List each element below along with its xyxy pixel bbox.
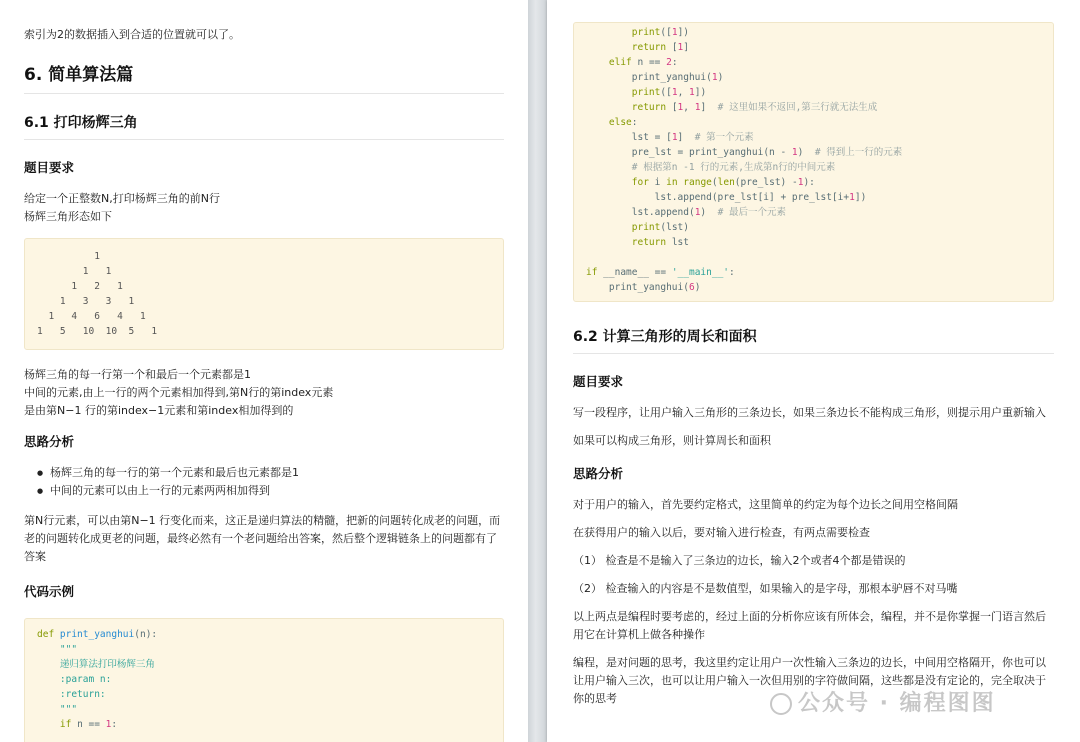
- code-indent: [586, 27, 632, 38]
- code-token: return: [631, 102, 672, 113]
- code-line: [586, 115, 1041, 130]
- code-indent: [586, 177, 632, 188]
- code-token: (pre_lst) -: [734, 177, 798, 188]
- requirement-line: 杨辉三角形态如下: [24, 210, 112, 223]
- code-token: ]: [683, 42, 690, 53]
- code-token: elif: [608, 57, 638, 68]
- code-indent: [586, 282, 609, 293]
- requirement-line: 给定一个正整数N,打印杨辉三角的前N行: [24, 192, 220, 205]
- code-token: if: [586, 267, 604, 278]
- code-token: 1: [797, 177, 804, 188]
- code-indent: [37, 644, 60, 655]
- code-token: print: [631, 27, 661, 38]
- analysis-paragraph: 在获得用户的输入以后，要对输入进行检查，有两点需要检查: [573, 526, 870, 539]
- code-token: 2: [666, 57, 672, 68]
- code-heading: 代码示例: [24, 584, 75, 599]
- code-token: 1: [105, 719, 112, 730]
- code-line: [586, 220, 1041, 235]
- code-token: # 得到上一行的元素: [814, 147, 903, 158]
- code-line: [586, 160, 1041, 175]
- code-token: print: [631, 222, 661, 233]
- code-token: (lst): [660, 222, 689, 233]
- code-token: print_yanghui(: [608, 282, 689, 293]
- code-token: print_yanghui: [59, 629, 135, 640]
- code-token: 1: [671, 132, 678, 143]
- code-line: [586, 265, 1041, 280]
- code-line: [37, 657, 491, 672]
- code-token: 1: [677, 102, 684, 113]
- code-line: [586, 25, 1041, 40]
- requirement-heading-2: 题目要求: [573, 374, 624, 389]
- code-token: return: [631, 237, 672, 248]
- code-token: print: [631, 87, 661, 98]
- code-line: [586, 55, 1041, 70]
- code-line: [37, 672, 491, 687]
- subsection-title: 6.1 打印杨辉三角: [24, 112, 504, 140]
- code-token: lst: [671, 237, 689, 248]
- code-token: ]): [694, 87, 707, 98]
- analysis-paragraph: 第N行元素，可以由第N−1 行变化而来，这正是递归算法的精髓，把新的问题转化成老的问题，而老的问题转化成更老的问题，最终必然有一个老问题给出答案，然后整个逻辑链条上的问题都有了答案: [24, 514, 501, 563]
- code-indent: [37, 704, 60, 715]
- bullet-item: ● 中间的元素可以由上一行的元素两两相加得到: [50, 482, 504, 500]
- code-line: [586, 205, 1041, 220]
- code-token: lst.append(pre_lst[i] + pre_lst[i+: [654, 192, 850, 203]
- requirement-text: [24, 190, 504, 226]
- code-indent: [586, 207, 632, 218]
- code-token: ): [694, 282, 701, 293]
- code-indent: [586, 57, 609, 68]
- code-line: [586, 70, 1041, 85]
- code-token: ([: [660, 27, 672, 38]
- description-line: 中间的元素,由上一行的两个元素相加得到,第N行的第index元素: [24, 386, 334, 399]
- right-page: [547, 0, 1080, 742]
- code-line: [586, 175, 1041, 190]
- code-token: ,: [677, 87, 690, 98]
- code-token: 1: [849, 192, 855, 203]
- watermark: [770, 686, 996, 717]
- wechat-icon: [770, 693, 792, 715]
- code-indent: [586, 237, 632, 248]
- code-token: :: [631, 117, 638, 128]
- code-token: 1: [694, 102, 701, 113]
- code-token: 1: [694, 207, 701, 218]
- code-token: :: [729, 267, 735, 278]
- analysis-paragraph: 编程，是对问题的思考，我这里约定让用户一次性输入三条边的边长，中间用空格隔开，你也可以让用户输入三次，也可以让用户输入一次但用别的字符做间隔，这些都是没有定论的，完全取决于你的思考: [573, 656, 1046, 705]
- code-token: :: [111, 719, 118, 730]
- description-line: 杨辉三角的每一行第一个和最后一个元素都是1: [24, 368, 251, 381]
- section-title: 6. 简单算法篇: [24, 60, 504, 94]
- analysis-bullets: [24, 464, 504, 500]
- code-token: 1: [671, 87, 678, 98]
- code-token: :: [671, 57, 678, 68]
- requirement-heading: 题目要求: [24, 160, 75, 175]
- code-line: [586, 190, 1041, 205]
- analysis-heading: 思路分析: [24, 434, 75, 449]
- page-divider: [528, 0, 547, 742]
- code-token: '__main__': [671, 267, 730, 278]
- code-indent: [586, 42, 632, 53]
- code-token: ]): [854, 192, 867, 203]
- code-indent: [586, 222, 632, 233]
- code-line: [37, 687, 491, 702]
- code-token: 1: [677, 42, 684, 53]
- code-token: ): [717, 72, 724, 83]
- analysis-paragraph: 以上两点是编程时要考虑的，经过上面的分析你应该有所体会，编程，并不是你掌握一门语言然后用它在计算机上做各种操作: [573, 610, 1046, 641]
- code-line: [586, 40, 1041, 55]
- code-token: i: [654, 177, 667, 188]
- left-page: [0, 0, 528, 742]
- intro-line: 索引为2的数据插入到合适的位置就可以了。: [24, 28, 240, 41]
- code-token: # 这里如果不返回,第三行就无法生成: [717, 102, 878, 113]
- bullet-item: ● 杨辉三角的每一行的第一个元素和最后也元素都是1: [50, 464, 504, 482]
- code-token: else: [608, 117, 632, 128]
- code-token: :param n:: [59, 674, 112, 685]
- code-token: ):: [803, 177, 815, 188]
- code-token: (n):: [134, 629, 158, 640]
- code-token: ,: [683, 102, 695, 113]
- code-token: for: [631, 177, 655, 188]
- code-indent: [37, 719, 60, 730]
- code-token: [: [671, 102, 678, 113]
- code-token: def: [37, 629, 60, 640]
- code-token: ]): [677, 27, 690, 38]
- code-indent: [37, 674, 60, 685]
- code-token: # 最后一个元素: [717, 207, 787, 218]
- code-token: return: [631, 42, 672, 53]
- triangle-code-block: 1 1 1 1 2 1 1 3 3 1 1 4 6 4 1 1 5 10 10 5 1: [24, 238, 504, 350]
- code-indent: [586, 102, 632, 113]
- code-line: [586, 85, 1041, 100]
- code-token: lst.append(: [631, 207, 695, 218]
- requirement-paragraph-2: 如果可以构成三角形，则计算周长和面积: [573, 434, 771, 447]
- code-indent: [37, 689, 60, 700]
- description-text: [24, 366, 504, 420]
- code-line: [586, 280, 1041, 295]
- code-line: [586, 145, 1041, 160]
- code-block-right: [573, 22, 1054, 302]
- watermark-text: 公众号 · 编程图图: [798, 691, 996, 716]
- code-indent: [586, 132, 632, 143]
- description-line: 是由第N−1 行的第index−1元素和第index相加得到的: [24, 404, 294, 417]
- code-token: [: [671, 42, 678, 53]
- code-token: 1: [711, 72, 718, 83]
- analysis-paragraph: 对于用户的输入，首先要约定格式，这里简单的约定为每个边长之间用空格间隔: [573, 498, 958, 511]
- code-indent: [37, 659, 60, 670]
- code-token: if: [59, 719, 78, 730]
- code-block-left: [24, 618, 504, 742]
- check-item-1: （1） 检查是不是输入了三条边的边长，输入2个或者4个都是错误的: [573, 554, 906, 567]
- subsection-title-2: 6.2 计算三角形的周长和面积: [573, 326, 1054, 354]
- code-token: ]: [677, 132, 695, 143]
- code-line: [37, 717, 491, 732]
- code-line: [37, 627, 491, 642]
- code-line: [586, 100, 1041, 115]
- requirement-paragraph: 写一段程序，让用户输入三角形的三条边长，如果三条边长不能构成三角形，则提示用户重新输入: [573, 406, 1046, 419]
- code-line: [586, 250, 1041, 265]
- code-token: ): [797, 147, 815, 158]
- code-token: # 第一个元素: [694, 132, 754, 143]
- code-indent: [586, 147, 632, 158]
- code-indent: [586, 72, 632, 83]
- code-token: lst = [: [631, 132, 672, 143]
- code-token: range: [683, 177, 712, 188]
- code-token: pre_lst = print_yanghui(n -: [631, 147, 792, 158]
- code-token: ): [700, 207, 718, 218]
- code-token: print_yanghui(: [631, 72, 712, 83]
- code-token: n ==: [637, 57, 667, 68]
- check-item-2: （2） 检查输入的内容是不是数值型，如果输入的是字母，那根本驴唇不对马嘴: [573, 582, 958, 595]
- code-token: 1: [791, 147, 798, 158]
- code-indent: [586, 117, 609, 128]
- code-line: [37, 642, 491, 657]
- code-token: :return:: [59, 689, 106, 700]
- code-line: [37, 702, 491, 717]
- code-token: 1: [671, 27, 678, 38]
- code-token: 6: [688, 282, 695, 293]
- code-indent: [586, 87, 632, 98]
- code-token: """: [59, 644, 78, 655]
- code-indent: [586, 162, 632, 173]
- code-token: # 根据第n -1 行的元素,生成第n行的中间元素: [631, 162, 836, 173]
- code-token: __name__ ==: [603, 267, 672, 278]
- code-token: ]: [700, 102, 718, 113]
- code-token: (: [711, 177, 718, 188]
- analysis-heading-2: 思路分析: [573, 466, 624, 481]
- code-line: [586, 130, 1041, 145]
- code-token: 递归算法打印杨辉三角: [59, 659, 155, 670]
- code-token: 1: [689, 87, 695, 98]
- code-token: n ==: [77, 719, 106, 730]
- code-token: in: [666, 177, 684, 188]
- code-line: [586, 235, 1041, 250]
- code-token: len: [717, 177, 735, 188]
- code-indent: [586, 192, 655, 203]
- code-token: """: [59, 704, 78, 715]
- code-token: ([: [660, 87, 672, 98]
